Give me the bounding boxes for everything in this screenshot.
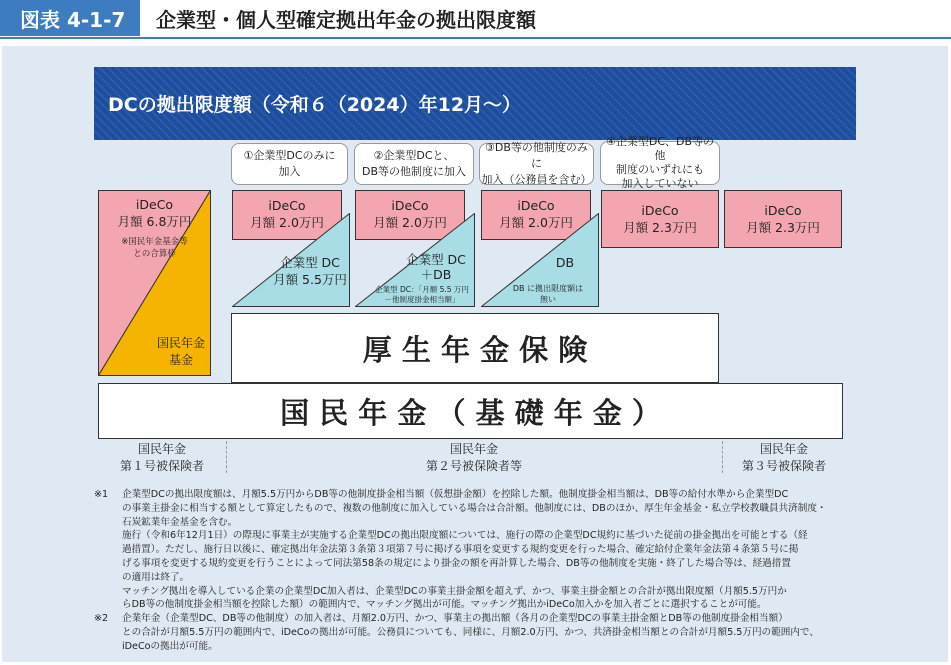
col5-ideco-amount: 月額 2.3万円 [746,220,820,235]
footnote-line: らDB等の他制度掛金相当額を控除した額）の範囲内で、マッチング拠出が可能。マッチング拠出かiDeCo加入かを加入者ごとに選択することが可能。 [122,599,767,611]
col2-dc-note-line: －他制度掛金相当額」 [384,295,460,304]
category-label-3-line: ③DB等の他制度のみに [485,141,588,170]
insured-type-2-line: 国民年金 [449,442,498,456]
category-label-4-line: ④企業型DC、DB等の他 [605,135,715,162]
insured-type-2-line: 第２号被保険者等 [425,459,522,473]
footnotes [94,488,849,654]
insured-type-3 [724,441,844,475]
col0-ideco-label [98,196,211,230]
footnote-line: 企業型DCの拠出限度額は、月額5.5万円からDB等の他制度掛金相当額（仮想掛金額）を控除した額。他制度掛金相当額は、DB等の給付水準から企業型DC [122,489,789,500]
title-underline [0,37,951,39]
kokumin-nenkin-band: 国 民 年 金 （ 基 礎 年 金 ） [98,383,843,439]
category-label-4-line: 制度のいずれにも [616,163,704,176]
insured-type-3-line: 第３号被保険者 [741,459,826,473]
footnote-1 [94,488,849,612]
insured-type-1-line: 第１号被保険者 [119,459,204,473]
col3-ideco-amount: 月額 2.0万円 [499,215,573,230]
footnote-2 [94,612,849,653]
col4-ideco-amount: 月額 2.3万円 [623,220,697,235]
col3-db-note [500,283,596,305]
col3-db-note-line: 無い [540,295,556,304]
col1-ideco-amount: 月額 2.0万円 [250,215,324,230]
col4-ideco-name: iDeCo [641,203,679,218]
footnote-line: iDeCoの拠出が可能。 [122,640,218,652]
col2-dc-db-label [398,252,474,282]
col2-dc-note [370,285,474,305]
col2-ideco-name: iDeCo [391,198,429,213]
category-label-1 [231,143,348,185]
footnote-2-mark: ※2 [94,613,109,625]
col0-ideco-amount: 月額 6.8万円 [117,214,192,229]
category-label-3-line: 加入（公務員を含む） [481,173,592,186]
figure-title: 企業型・個人型確定拠出年金の拠出限度額 [156,7,536,32]
insured-type-1-line: 国民年金 [137,442,186,456]
col0-kikin-label [150,335,212,369]
footnote-line: との合計が月額5.5万円の範囲内で、iDeCoの拠出が可能。公務員についても、同様に、月額2.0万円、かつ、共済掛金相当額との合計が月額5.5万円の範囲内で、 [122,626,819,638]
footnote-line: 企業年金（企業型DC、DB等の他制度）の加入者は、月額2.0万円、かつ、事業主の拠出額（各月の企業型DCの事業主掛金額とDB等の他制度掛金相当額） [122,613,788,625]
insured-type-2 [230,441,718,475]
col2-dc-note-line: 企業型 DC：「月額 5.5 万円 [375,285,469,294]
col4-ideco-box [601,190,719,248]
col3-db-name: DB [555,255,575,270]
category-label-3 [479,143,594,185]
footnote-line: 施行（令和6年12月1日）の際現に事業主が実施する企業型DCの拠出限度額については、施行の際の企業型DC規約に基づいた従前の掛金拠出を可能とする（経 [122,530,808,542]
col0-kikin-label-line: 国民年金 [156,336,205,350]
category-label-4 [600,135,720,190]
figure-number-tag: 図表 4-1-7 [0,0,140,36]
insured-type-1 [98,441,226,475]
col0-kikin-label-line: 基金 [168,353,193,367]
col2-ideco-amount: 月額 2.0万円 [373,215,447,230]
category-label-2-line: ②企業型DCと、 [373,149,455,162]
footnote-line: げる事項を変更する規約変更を行うことによって同法第58条の規定により掛金の額を再計算した場合、DB等の他制度を実施・終了した場合等は、経過措置 [122,557,791,569]
col0-ideco-note-line: との合算枠 [133,249,176,259]
footnote-1-body [122,488,849,612]
col3-db-note-line: DB に拠出限度額は [512,284,584,293]
dc-limit-banner: DCの拠出限度額（令和６（2024）年12月～） [94,67,856,140]
col5-ideco-name: iDeCo [764,203,802,218]
col1-dc-label [270,254,350,288]
col1-ideco-name: iDeCo [268,198,306,213]
insured-type-3-line: 国民年金 [759,442,808,456]
col1-dc-name: 企業型 DC [280,255,340,270]
col2-dc-plus: ＋DB [420,267,452,282]
category-label-2 [354,143,474,185]
category-label-4-line: 加入していない [621,177,699,190]
col3-db-label [540,254,590,271]
footnote-line: の事業主掛金に相当する額として算定したもので、複数の他制度に加入している場合は合計額。他制度には、DBのほか、厚生年金基金・私立学校教職員共済制度・ [122,502,827,514]
insured-divider [226,441,227,473]
col0-ideco-note-line: ※国民年金基金等 [121,237,188,247]
footnote-line: マッチング拠出を導入している企業の企業型DC加入者は、企業型DCの事業主掛金額を超えず、かつ、事業主掛金額との合計が拠出限度額（月額5.5万円か [122,585,787,597]
col0-ideco-name: iDeCo [135,197,174,212]
footnote-line: の適用は終了。 [122,571,190,583]
col2-dc-name: 企業型 DC [406,252,466,267]
col1-dc-amount: 月額 5.5万円 [273,272,347,287]
footnote-line: 石炭鉱業年金基金を含む。 [122,516,238,528]
kosei-nenkin-band: 厚 生 年 金 保 険 [231,313,719,383]
insured-divider [722,441,723,473]
footnote-line: 過措置）。ただし、施行日以後に、確定拠出年金法第３条第３項第７号に掲げる事項を変更する規約変更を行った場合、確定給付企業年金法第４条第５号に掲 [122,544,799,556]
category-label-1-line: 加入 [278,165,301,178]
col3-ideco-name: iDeCo [517,198,555,213]
footnote-2-body [122,612,849,653]
col5-ideco-box [724,190,842,248]
footnote-1-mark: ※1 [94,489,109,500]
col0-ideco-note [98,236,211,260]
category-label-2-line: DB等の他制度に加入 [361,165,467,178]
category-label-1-line: ①企業型DCのみに [243,149,336,162]
